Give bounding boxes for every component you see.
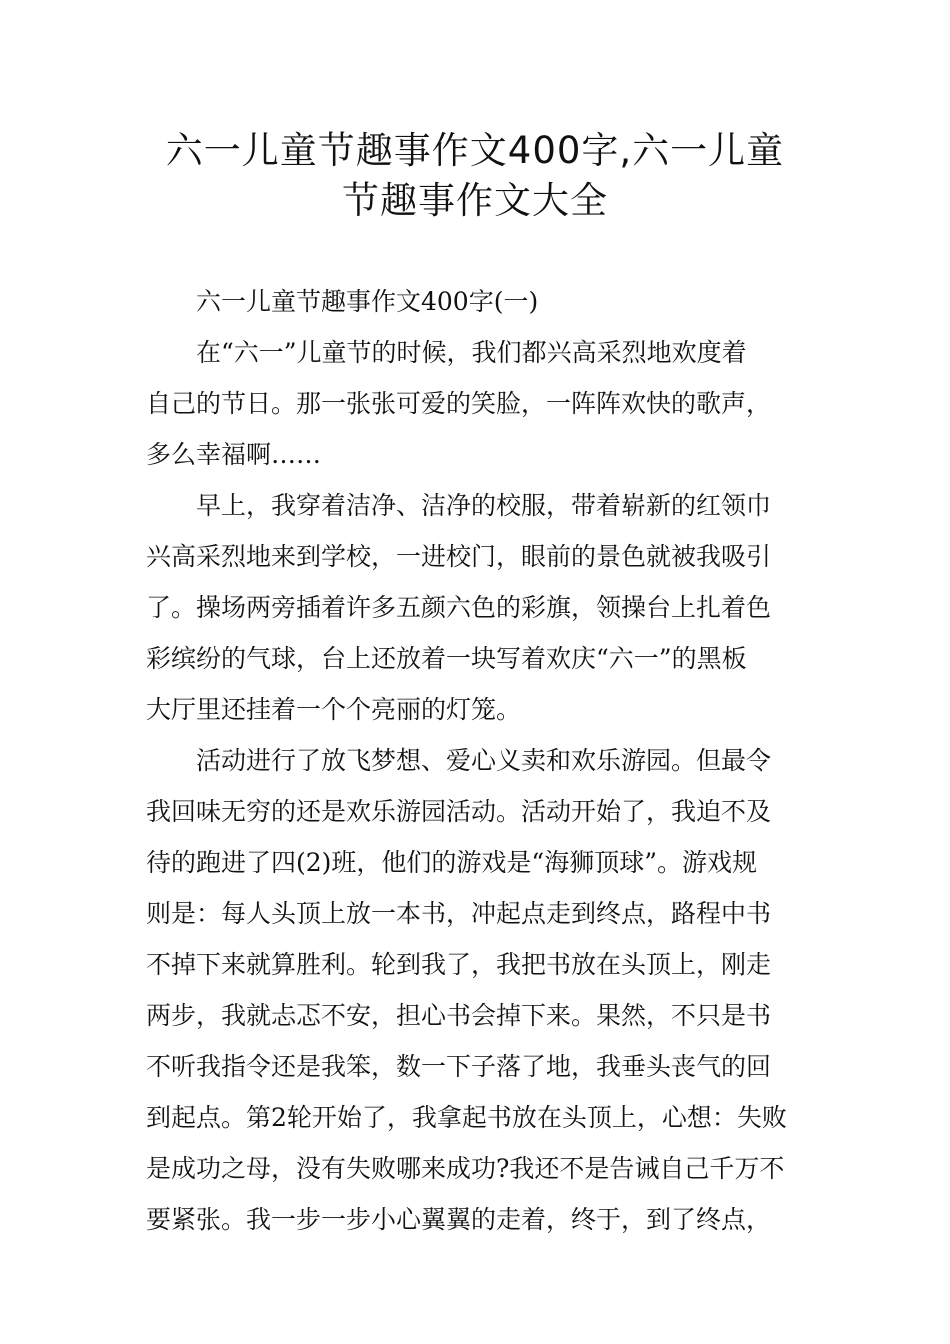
paragraph-line: 彩缤纷的气球，台上还放着一块写着欢庆“六一”的黑板 <box>146 644 747 673</box>
paragraph-3 <box>146 735 810 1245</box>
paragraph-line: 是成功之母，没有失败哪来成功?我还不是告诫自己千万不 <box>146 1154 785 1183</box>
document-body <box>146 276 810 1245</box>
section-heading: 六一儿童节趣事作文400字(一) <box>196 287 539 316</box>
paragraph-line: 在“六一”儿童节的时候，我们都兴高采烈地欢度着 <box>196 338 747 367</box>
paragraph-line: 到起点。第2轮开始了，我拿起书放在头顶上，心想：失败 <box>146 1103 787 1132</box>
paragraph-line: 兴高采烈地来到学校，一进校门，眼前的景色就被我吸引 <box>146 542 772 571</box>
paragraph-line: 自己的节日。那一张张可爱的笑脸，一阵阵欢快的歌声， <box>146 389 772 418</box>
title-line-1: 六一儿童节趣事作文400字,六一儿童 <box>165 129 785 172</box>
paragraph-line: 则是：每人头顶上放一本书，冲起点走到终点，路程中书 <box>146 899 772 928</box>
paragraph-line: 我回味无穷的还是欢乐游园活动。活动开始了，我迫不及 <box>146 797 772 826</box>
paragraph-line: 大厅里还挂着一个个亮丽的灯笼。 <box>146 695 522 724</box>
document-title <box>100 126 850 226</box>
title-line-2: 节趣事作文大全 <box>342 179 608 222</box>
paragraph-line: 早上，我穿着洁净、洁净的校服，带着崭新的红领巾 <box>196 491 772 520</box>
paragraph-line: 不掉下来就算胜利。轮到我了，我把书放在头顶上，刚走 <box>146 950 772 979</box>
paragraph-line: 待的跑进了四(2)班，他们的游戏是“海狮顶球”。游戏规 <box>146 848 757 877</box>
paragraph-line: 不听我指令还是我笨，数一下子落了地，我垂头丧气的回 <box>146 1052 772 1081</box>
paragraph-line: 多么幸福啊…… <box>146 440 322 469</box>
paragraph-line: 要紧张。我一步一步小心翼翼的走着，终于，到了终点， <box>146 1205 772 1234</box>
paragraph-line: 活动进行了放飞梦想、爱心义卖和欢乐游园。但最令 <box>196 746 772 775</box>
paragraph-2 <box>146 480 810 735</box>
paragraph-line: 两步，我就忐忑不安，担心书会掉下来。果然，不只是书 <box>146 1001 772 1030</box>
paragraph-line: 了。操场两旁插着许多五颜六色的彩旗，领操台上扎着色 <box>146 593 772 622</box>
paragraph-1 <box>146 327 810 480</box>
